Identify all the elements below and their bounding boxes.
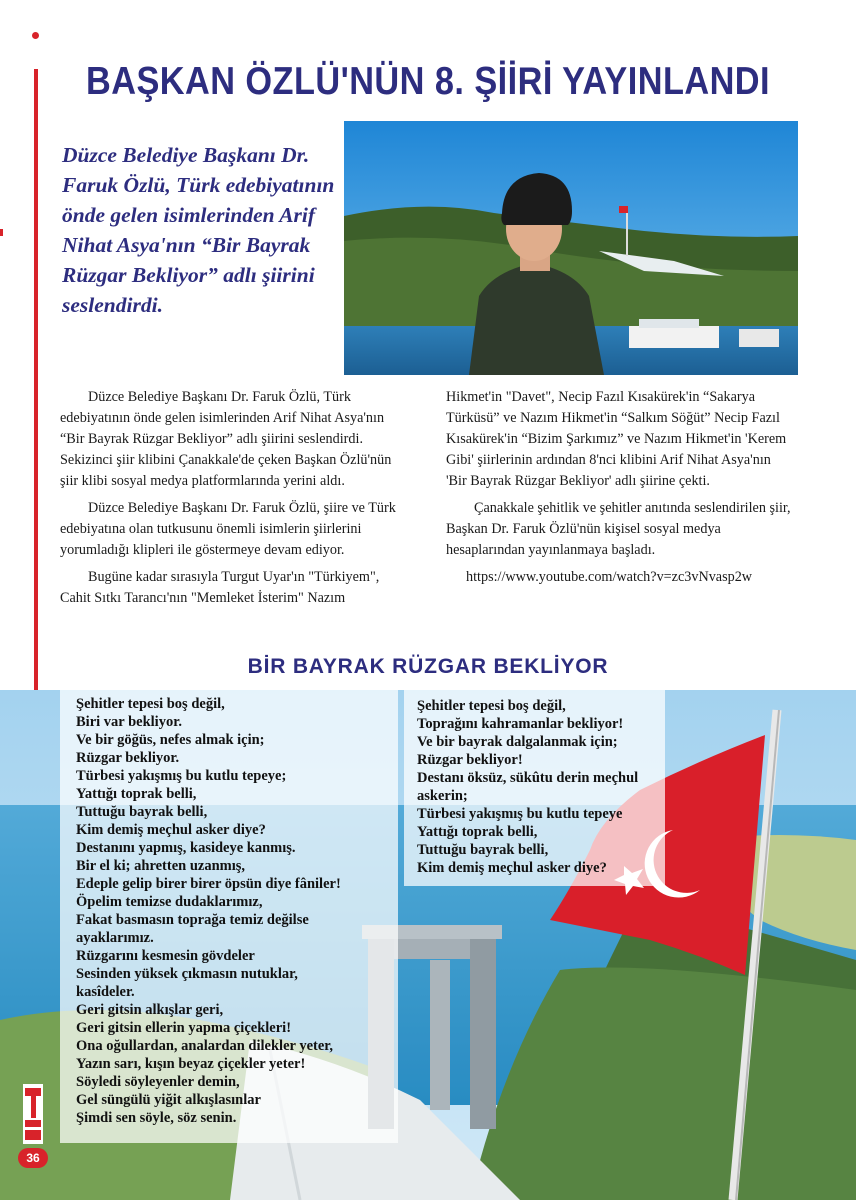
poem-line: Ve bir göğüs, nefes almak için; [76,732,265,748]
poem-line: Söyledi söyleyenler demin, [76,1074,240,1090]
poem-line: Toprağını kahramanlar bekliyor! [417,716,624,732]
paragraph: Düzce Belediye Başkanı Dr. Faruk Özlü, Türk edebiyatının önde gelen isimlerinden Arif Nihat Asya'nın “Bir Bayrak Rüzgar Bekliyor” adlı şiirini seslendirdi. Sekizinci şiir klibini Çanakkale'de çeken Başkan Özlü'nün şiir klibi sosyal medya platformlarında yerini aldı. [60,389,392,489]
paragraph: Çanakkale şehitlik ve şehitler anıtında seslendirilen şiir, Başkan Dr. Faruk Özlü'nün kişisel sosyal medya hesaplarından yayınlanmaya başladı. [446,500,791,558]
poem-line: Destanı öksüz, sükûtu derin meçhul askerin; [417,770,639,804]
video-link[interactable] [446,567,794,588]
lead-paragraph: Düzce Belediye Başkanı Dr. Faruk Özlü, Türk edebiyatının önde gelen isimlerinden Arif Nihat Asya'nın “Bir Bayrak Rüzgar Bekliyor” adlı şiirini seslendirdi. [62,143,335,317]
paragraph: Bugüne kadar sırasıyla Turgut Uyar'ın "Türkiyem", Cahit Sıtkı Tarancı'nın "Memleket İsterim" Nazım [60,569,380,606]
poem-line: Yazın sarı, kışın beyaz çiçekler yeter! [76,1056,306,1072]
poem-line: Sesinden yüksek çıkmasın nutuklar, [76,966,298,982]
poem-line: Rüzgarını kesmesin gövdeler [76,948,255,964]
article-title: BAŞKAN ÖZLÜ'NÜN 8. ŞİİRİ YAYINLANDI [85,60,771,103]
poem-line: Fakat basmasın toprağa temiz değilse [76,912,309,928]
poem-line: ayaklarımız. [76,930,154,946]
poem-line: Şehitler tepesi boş değil, [76,696,225,712]
paragraph: Hikmet'in "Davet", Necip Fazıl Kısakürek'in “Sakarya Türküsü” ve Nazım Hikmet'in “Salkım Söğüt” Necip Fazıl Kısakürek'in “Bizim Şarkımız” ve Nazım Hikmet'in 'Kerem Gibi' şiirlerinin ardından 8'nci klibini Arif Nihat Asya'nın 'Bir Bayrak Rüzgar Bekliyor' adlı şiirine çekti. [446,389,787,489]
poem-line: Gel süngülü yiğit alkışlasınlar [76,1092,261,1108]
poem-line: Türbesi yakışmış bu kutlu tepeye [417,806,623,822]
poem-line: Kim demiş meçhul asker diye? [417,860,607,876]
poem-line: Türbesi yakışmış bu kutlu tepeye; [76,768,287,784]
body-column-right [446,387,794,588]
magazine-logo [21,1082,45,1146]
poem-line: Geri gitsin ellerin yapma çiçekleri! [76,1020,292,1036]
poem-line: Destanını yapmış, kasideye kanmış. [76,840,296,856]
poem-line: Yattığı toprak belli, [76,786,197,802]
page-number: 36 [18,1148,48,1168]
poem-line: kasîdeler. [76,984,135,1000]
poem-line: Ona oğullardan, analardan dilekler yeter, [76,1038,333,1054]
poem-line: Kim demiş meçhul asker diye? [76,822,266,838]
poem-line: Geri gitsin alkışlar geri, [76,1002,224,1018]
paragraph: Düzce Belediye Başkanı Dr. Faruk Özlü, şiire ve Türk edebiyatına olan tutkusunu önemli isimlerin şiirlerini yorumladığı klipleri ile göstermeye devam ediyor. [60,500,396,558]
poem-line: Şehitler tepesi boş değil, [417,698,566,714]
poem-left-column [76,695,396,1127]
poem-line: Ve bir bayrak dalgalanmak için; [417,734,618,750]
poem-line: Biri var bekliyor. [76,714,182,730]
poem-line: Öpelim temizse dudaklarımız, [76,894,263,910]
portrait-photo [344,121,798,375]
poem-line: Bir el ki; ahretten uzanmış, [76,858,246,874]
poem-line: Rüzgar bekliyor! [417,752,523,768]
poem-line: Rüzgar bekliyor. [76,750,180,766]
poem-line: Edeple gelip birer birer öpsün diye fâniler! [76,876,341,892]
red-dot-top [32,32,39,39]
left-edge-mark [0,229,3,236]
poem-line: Şimdi sen söyle, söz senin. [76,1110,237,1126]
poem-line: Tuttuğu bayrak belli, [417,842,549,858]
body-column-left [60,387,410,609]
poem-line: Tuttuğu bayrak belli, [76,804,208,820]
poem-right-column [417,697,662,877]
poem-line: Yattığı toprak belli, [417,824,538,840]
poem-title: BİR BAYRAK RÜZGAR BEKLİYOR [247,655,609,678]
video-url[interactable]: https://www.youtube.com/watch?v=zc3vNvasp2w [466,569,753,585]
